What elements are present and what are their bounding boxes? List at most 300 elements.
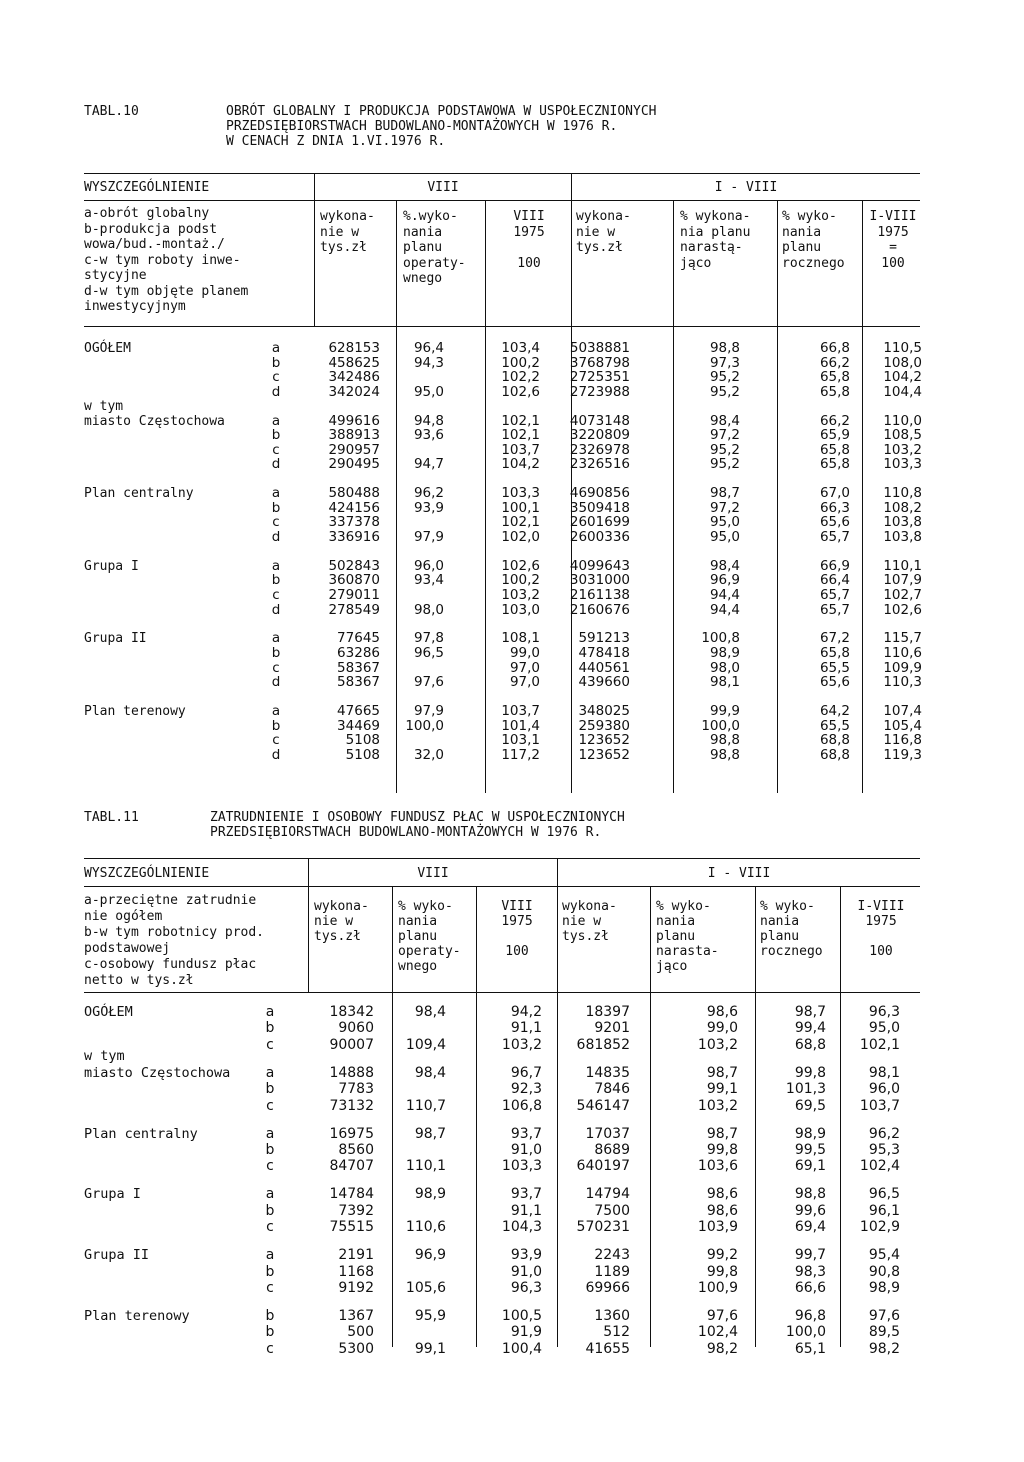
table-cell: 2326978 (569, 441, 630, 458)
table-cell: 14888 (329, 1064, 374, 1081)
table-cell: 2723988 (569, 383, 630, 400)
table-cell: 103,7 (501, 703, 540, 719)
table-cell: 98,9 (414, 1186, 446, 1203)
table-cell: 65,1 (794, 1340, 826, 1357)
table-cell: 97,2 (709, 499, 740, 516)
table-cell: 2725351 (569, 369, 630, 386)
table-cell: 92,3 (510, 1081, 542, 1098)
table-cell: 101,3 (785, 1081, 826, 1098)
table-cell: 109,9 (883, 659, 922, 676)
table-cell: 500 (347, 1324, 374, 1341)
column-header-line: planu (656, 929, 696, 944)
table-cell: 100,2 (501, 572, 540, 589)
column-header-line: VIII (501, 899, 533, 914)
stub-legend-line: wowa/bud.-montaż./ (84, 237, 225, 252)
table-cell: 9060 (338, 1020, 374, 1037)
table-11-header-bottom-rule (84, 992, 920, 993)
table-10-group-viii: VIII (427, 180, 459, 195)
table-cell: 110,1 (405, 1158, 446, 1175)
table-cell: 3220809 (569, 427, 630, 444)
table-cell: 100,0 (785, 1324, 826, 1341)
table-11-subheader-rule (84, 886, 920, 887)
table-cell: 98,6 (706, 1004, 738, 1020)
table-cell: 109,4 (405, 1036, 446, 1053)
table-cell: 100,8 (701, 630, 740, 647)
row-code: d (271, 746, 281, 763)
column-header-line: % wykona- (680, 209, 751, 224)
table-cell: 2600336 (569, 529, 630, 545)
table-cell: 99,5 (794, 1142, 826, 1158)
table-cell: 99,1 (414, 1340, 446, 1357)
table-cell: 342024 (328, 383, 380, 400)
table-cell: 512 (603, 1324, 630, 1341)
stub-legend-line: a-przeciętne zatrudnie (84, 893, 257, 908)
table-cell: 90007 (329, 1036, 374, 1053)
row-code: c (272, 587, 280, 603)
table-cell: 570231 (576, 1219, 630, 1236)
table-cell: 259380 (578, 717, 630, 734)
row-code: a (271, 485, 281, 502)
table-11-vrule (308, 859, 309, 992)
table-cell: 104,4 (883, 383, 922, 400)
table-cell: 104,2 (883, 369, 922, 386)
table-cell: 34469 (337, 717, 380, 734)
table-cell: 65,6 (819, 674, 850, 691)
table-cell: 98,2 (868, 1340, 900, 1357)
table-cell: 100,4 (501, 1340, 542, 1357)
table-11-label: TABL.11 (84, 810, 139, 825)
table-cell: 103,7 (859, 1097, 900, 1114)
row-code: a (271, 630, 281, 647)
section-name: Plan centralny (84, 1125, 198, 1142)
column-header-line: %.wyko- (403, 209, 458, 224)
table-cell: 101,4 (501, 717, 540, 734)
table-cell: 119,3 (883, 746, 922, 763)
table-cell: 103,2 (501, 1036, 542, 1053)
table-cell: 9192 (338, 1280, 374, 1296)
table-cell: 14794 (585, 1186, 630, 1203)
table-cell: 65,6 (819, 514, 850, 531)
table-cell: 103,2 (501, 587, 540, 603)
table-cell: 1360 (594, 1308, 630, 1324)
table-cell: 580488 (328, 485, 380, 502)
table-cell: 96,5 (413, 645, 444, 661)
column-header-line: % wyko- (782, 209, 837, 224)
table-cell: 97,9 (413, 529, 444, 545)
table-cell: 98,1 (709, 674, 740, 691)
table-cell: 7500 (594, 1202, 630, 1219)
table-cell: 97,8 (413, 630, 444, 647)
table-cell: 95,0 (868, 1020, 900, 1037)
row-code: c (266, 1158, 274, 1175)
row-code: b (271, 717, 281, 734)
table-cell: 98,7 (706, 1125, 738, 1142)
table-10-vrule (314, 174, 315, 326)
column-header-line: nia planu (680, 224, 751, 240)
table-cell: 65,9 (819, 427, 850, 444)
table-cell: 65,7 (819, 601, 850, 618)
table-cell: 93,9 (510, 1247, 542, 1264)
table-cell: 98,4 (414, 1064, 446, 1081)
table-cell: 97,2 (709, 427, 740, 444)
title-line: W CENACH Z DNIA 1.VI.1976 R. (226, 134, 446, 149)
table-cell: 99,8 (706, 1263, 738, 1280)
table-cell: 65,7 (819, 587, 850, 603)
table-cell: 96,7 (510, 1064, 542, 1081)
table-cell: 102,1 (501, 427, 540, 444)
section-name: Plan terenowy (84, 704, 186, 719)
table-cell: 96,0 (413, 557, 444, 574)
table-cell: 2601699 (569, 514, 630, 531)
table-cell: 17037 (585, 1125, 630, 1142)
table-cell: 90,8 (868, 1263, 900, 1280)
table-11-title (210, 810, 625, 840)
table-cell: 7392 (338, 1202, 374, 1219)
table-cell: 107,4 (883, 703, 922, 719)
row-code: b (271, 572, 281, 589)
table-cell: 98,4 (709, 557, 740, 574)
table-cell: 2191 (338, 1247, 374, 1264)
stub-legend-line: stycyjne (84, 268, 147, 283)
table-cell: 4073148 (569, 412, 630, 429)
table-cell: 95,0 (709, 514, 740, 531)
table-cell: 65,8 (819, 369, 850, 386)
table-cell: 7783 (338, 1081, 374, 1098)
column-header-line: operaty- (398, 944, 461, 959)
table-cell: 100,1 (501, 499, 540, 516)
table-cell: 98,0 (413, 601, 444, 618)
table-cell: 18342 (329, 1004, 374, 1020)
title-line: PRZEDSIĘBIORSTWACH BUDOWLANO-MONTAŻOWYCH W 1976 R. (210, 825, 602, 840)
table-11-vrule (392, 887, 393, 1347)
table-11-group-i-viii: I - VIII (707, 866, 771, 881)
table-cell: 103,2 (697, 1097, 738, 1114)
table-cell: 5108 (345, 732, 380, 749)
table-cell: 68,8 (794, 1036, 826, 1053)
section-name: Grupa I (84, 1186, 141, 1203)
column-header-line: jąco (656, 959, 688, 974)
column-header-line: = (889, 240, 897, 255)
table-cell: 96,5 (868, 1186, 900, 1203)
table-cell: 110,3 (883, 674, 922, 691)
table-cell: 65,8 (819, 441, 850, 458)
table-cell: 98,4 (414, 1004, 446, 1020)
table-cell: 94,3 (413, 354, 444, 371)
title-line: PRZEDSIĘBIORSTWACH BUDOWLANO-MONTAŻOWYCH W 1976 R. (226, 119, 618, 134)
table-cell: 68,8 (819, 732, 850, 749)
table-cell: 18397 (585, 1004, 630, 1020)
section-name: Grupa I (84, 558, 139, 574)
table-cell: 108,0 (883, 354, 922, 371)
table-cell: 65,7 (819, 529, 850, 545)
table-cell: 110,6 (405, 1219, 446, 1236)
table-cell: 110,7 (405, 1097, 446, 1114)
table-cell: 91,9 (510, 1324, 542, 1341)
table-cell: 103,8 (883, 529, 922, 545)
table-cell: 3509418 (569, 499, 630, 516)
column-header-line: % wyko- (760, 899, 815, 914)
column-header-line: nania (398, 914, 438, 929)
table-cell: 2243 (594, 1247, 630, 1264)
table-cell: 99,2 (706, 1247, 738, 1264)
table-cell: 96,9 (709, 572, 740, 589)
column-header-line: wnego (403, 271, 443, 286)
table-cell: 102,0 (501, 529, 540, 545)
table-cell: 95,0 (413, 383, 444, 400)
table-cell: 69,4 (794, 1219, 826, 1236)
table-10-top-rule (84, 173, 920, 174)
table-cell: 94,2 (510, 1004, 542, 1020)
table-cell: 95,9 (414, 1308, 446, 1324)
column-header-line: % wyko- (656, 899, 711, 914)
title-line: OBRÓT GLOBALNY I PRODUKCJA PODSTAWOWA W USPOŁECZNIONYCH (226, 104, 657, 119)
table-cell: 100,0 (701, 717, 740, 734)
table-cell: 96,9 (414, 1247, 446, 1264)
table-cell: 439660 (578, 674, 630, 691)
table-cell: 98,3 (794, 1263, 826, 1280)
table-cell: 98,7 (794, 1004, 826, 1020)
table-cell: 103,0 (501, 601, 540, 618)
table-cell: 95,0 (709, 529, 740, 545)
column-header-line: 1975 (865, 914, 897, 929)
section-name: OGÓŁEM (84, 341, 131, 356)
table-10-title (226, 104, 656, 149)
table-cell: 123652 (578, 746, 630, 763)
table-cell: 67,0 (819, 485, 850, 502)
table-cell: 66,2 (819, 412, 850, 429)
table-cell: 103,9 (697, 1219, 738, 1236)
table-cell: 105,4 (883, 717, 922, 734)
section-name: miasto Częstochowa (84, 413, 225, 429)
table-cell: 336916 (328, 529, 380, 545)
table-cell: 98,8 (794, 1186, 826, 1203)
table-cell: 96,1 (868, 1202, 900, 1219)
row-code: a (271, 412, 281, 429)
table-cell: 95,2 (709, 369, 740, 386)
row-code: c (272, 369, 280, 386)
row-code: b (265, 1308, 275, 1324)
column-header-line: planu (398, 929, 438, 944)
table-cell: 77645 (337, 630, 380, 647)
column-header-line: 1975 (513, 224, 545, 240)
row-code: b (265, 1324, 275, 1341)
table-cell: 108,5 (883, 427, 922, 444)
table-cell: 96,2 (868, 1125, 900, 1142)
table-cell: 69,5 (794, 1097, 826, 1114)
stub-legend-line: podstawowej (84, 941, 171, 956)
column-header-line: nie w (562, 914, 602, 929)
table-cell: 89,5 (868, 1324, 900, 1341)
table-cell: 290495 (328, 456, 380, 473)
table-cell: 110,8 (883, 485, 922, 502)
table-cell: 640197 (576, 1158, 630, 1175)
table-cell: 91,0 (510, 1142, 542, 1158)
stub-legend-line: d-w tym objęte planem (84, 283, 249, 299)
column-header-line: rocznego (782, 255, 845, 271)
table-cell: 102,6 (501, 557, 540, 574)
row-code: a (265, 1186, 275, 1203)
table-cell: 98,4 (709, 412, 740, 429)
row-code: a (271, 340, 281, 356)
table-cell: 337378 (328, 514, 380, 531)
row-code: b (271, 354, 281, 371)
table-cell: 98,6 (706, 1202, 738, 1219)
row-code: d (271, 529, 281, 545)
table-cell: 2326516 (569, 456, 630, 473)
table-cell: 75515 (329, 1219, 374, 1236)
table-cell: 97,9 (413, 703, 444, 719)
table-cell: 8689 (594, 1142, 630, 1158)
column-header-line: wykona- (562, 899, 617, 914)
table-cell: 458625 (328, 354, 380, 371)
table-cell: 96,0 (868, 1081, 900, 1098)
table-cell: 63286 (337, 645, 380, 661)
table-cell: 91,1 (510, 1020, 542, 1037)
row-code: b (265, 1263, 275, 1280)
table-cell: 99,8 (794, 1064, 826, 1081)
table-10-subheader-rule (84, 200, 920, 201)
column-header-line: tys.zł (576, 240, 623, 255)
column-header-line: 100 (517, 255, 541, 271)
row-code: a (265, 1004, 275, 1020)
table-cell: 96,3 (868, 1004, 900, 1020)
table-cell: 99,0 (509, 645, 540, 661)
table-cell: 95,2 (709, 456, 740, 473)
table-cell: 58367 (337, 674, 380, 691)
table-cell: 84707 (329, 1158, 374, 1175)
table-cell: 64,2 (819, 703, 850, 719)
table-cell: 95,4 (868, 1247, 900, 1264)
row-code: c (266, 1097, 274, 1114)
row-code: d (271, 383, 281, 400)
column-header-line: % wyko- (398, 899, 453, 914)
table-cell: 66,2 (819, 354, 850, 371)
table-cell: 103,3 (501, 485, 540, 502)
table-cell: 103,2 (883, 441, 922, 458)
table-cell: 3031000 (569, 572, 630, 589)
table-cell: 98,1 (868, 1064, 900, 1081)
row-code: b (271, 427, 281, 444)
table-cell: 98,8 (709, 732, 740, 749)
table-cell: 98,8 (709, 746, 740, 763)
column-header-line: operaty- (403, 255, 466, 271)
column-header-line: planu (403, 240, 443, 255)
table-cell: 14835 (585, 1064, 630, 1081)
table-10-stub-legend (84, 206, 248, 315)
column-header-line: wykona- (314, 899, 369, 914)
table-11-group-viii: VIII (417, 866, 449, 881)
table-cell: 591213 (578, 630, 630, 647)
stub-legend-line: netto w tys.zł (84, 973, 194, 988)
table-cell: 98,8 (709, 340, 740, 356)
table-cell: 69966 (585, 1280, 630, 1296)
stub-legend-line: c-w tym roboty inwe- (84, 252, 241, 268)
column-header-line: tys.zł (320, 240, 367, 255)
table-cell: 116,8 (883, 732, 922, 749)
row-code: c (266, 1280, 274, 1296)
section-name: Grupa II (84, 1247, 150, 1264)
table-cell: 99,1 (706, 1081, 738, 1098)
table-cell: 66,3 (819, 499, 850, 516)
table-cell: 66,8 (819, 340, 850, 356)
table-cell: 98,2 (706, 1340, 738, 1357)
table-cell: 68,8 (819, 746, 850, 763)
table-10-group-i-viii: I - VIII (714, 180, 778, 195)
table-cell: 99,4 (794, 1020, 826, 1037)
row-code: a (265, 1247, 275, 1264)
table-cell: 91,1 (510, 1202, 542, 1219)
table-cell: 103,4 (501, 340, 540, 356)
section-name: OGÓŁEM (84, 1004, 133, 1020)
table-cell: 5108 (345, 746, 380, 763)
table-cell: 360870 (328, 572, 380, 589)
table-cell: 41655 (585, 1340, 630, 1357)
table-cell: 65,8 (819, 383, 850, 400)
table-cell: 290957 (328, 441, 380, 458)
section-name: miasto Częstochowa (84, 1064, 231, 1081)
table-cell: 104,3 (501, 1219, 542, 1236)
table-cell: 440561 (578, 659, 630, 676)
table-cell: 102,1 (859, 1036, 900, 1053)
table-cell: 103,7 (501, 441, 540, 458)
table-cell: 499616 (328, 412, 380, 429)
table-cell: 98,9 (868, 1280, 900, 1296)
table-cell: 546147 (576, 1097, 630, 1114)
column-header-line: tys.zł (562, 929, 609, 944)
table-cell: 66,9 (819, 557, 850, 574)
row-code: c (266, 1340, 274, 1357)
table-10-label: TABL.10 (84, 104, 139, 119)
table-cell: 99,6 (794, 1202, 826, 1219)
column-header-line: narastą- (680, 240, 743, 255)
table-cell: 99,9 (709, 703, 740, 719)
row-code: c (272, 732, 280, 749)
column-header-line: nania (403, 224, 443, 240)
table-cell: 279011 (328, 587, 380, 603)
table-cell: 110,5 (883, 340, 922, 356)
row-code: d (271, 601, 281, 618)
table-cell: 103,6 (697, 1158, 738, 1175)
stub-legend-line: b-w tym robotnicy prod. (84, 925, 265, 940)
table-cell: 102,6 (501, 383, 540, 400)
table-cell: 65,5 (819, 659, 850, 676)
table-cell: 95,2 (709, 441, 740, 458)
table-cell: 115,7 (883, 630, 922, 647)
column-header-line: nania (760, 914, 800, 929)
table-cell: 97,6 (868, 1308, 900, 1324)
table-cell: 103,8 (883, 514, 922, 531)
table-cell: 98,7 (706, 1064, 738, 1081)
table-cell: 96,2 (413, 485, 444, 502)
table-cell: 65,5 (819, 717, 850, 734)
row-code: b (265, 1020, 275, 1037)
table-cell: 4099643 (569, 557, 630, 574)
column-header-line: nania (656, 914, 696, 929)
table-cell: 4690856 (569, 485, 630, 502)
table-10-vrule (571, 174, 572, 793)
table-cell: 96,3 (510, 1280, 542, 1296)
table-cell: 97,3 (709, 354, 740, 371)
table-cell: 104,2 (501, 456, 540, 473)
table-cell: 8560 (338, 1142, 374, 1158)
table-cell: 99,8 (706, 1142, 738, 1158)
table-cell: 388913 (328, 427, 380, 444)
table-cell: 100,0 (405, 717, 444, 734)
table-cell: 103,3 (883, 456, 922, 473)
table-cell: 102,9 (859, 1219, 900, 1236)
table-cell: 93,7 (510, 1186, 542, 1203)
table-cell: 1168 (338, 1263, 374, 1280)
